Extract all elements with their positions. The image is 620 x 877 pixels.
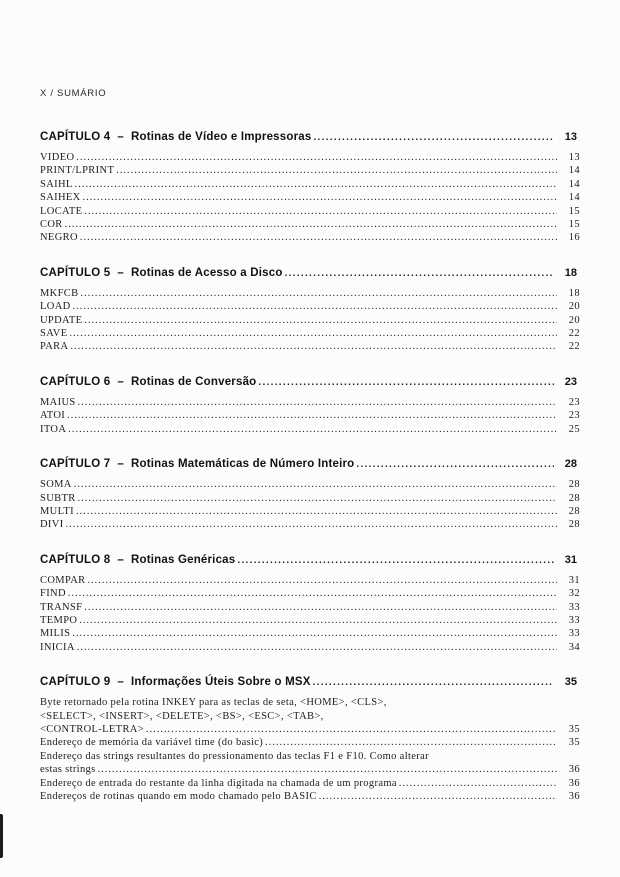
dot-leader <box>77 641 557 654</box>
toc-entry-label: MILIS <box>40 628 71 640</box>
toc-entry <box>40 505 580 518</box>
toc-entry-label: TRANSF <box>40 601 83 613</box>
toc-entry-row <box>40 178 580 191</box>
toc-entry-row <box>40 231 580 244</box>
toc-entry-page: 36 <box>568 791 580 802</box>
toc-entry-row <box>40 614 580 627</box>
toc-sections <box>40 130 580 803</box>
chapter-title: Rotinas Matemáticas de Número Inteiro <box>130 458 355 471</box>
toc-entry-label: MULTI <box>40 505 75 517</box>
chapter-page-number: 23 <box>564 375 577 388</box>
dot-leader <box>313 131 554 145</box>
chapter-heading-label <box>40 266 283 280</box>
toc-entry <box>40 696 580 736</box>
toc-entry-label: ITOA <box>40 423 67 435</box>
dot-leader <box>66 518 557 531</box>
chapter-title: Rotinas de Conversão <box>130 375 257 388</box>
toc-entry-row <box>40 218 580 231</box>
chapter-dash: – <box>117 266 124 279</box>
dot-leader <box>68 587 557 600</box>
toc-entry-row <box>40 723 580 736</box>
chapter-dash: – <box>117 131 124 143</box>
toc-entry <box>40 340 580 353</box>
toc-entry-label: LOCATE <box>40 205 83 217</box>
chapter-heading <box>40 457 580 472</box>
toc-entry-row <box>40 641 580 654</box>
chapter-dash: – <box>117 676 124 689</box>
chapter-page-number: 18 <box>564 266 577 279</box>
toc-entry <box>40 587 580 600</box>
toc-entry <box>40 205 580 218</box>
chapter-heading <box>40 375 580 390</box>
toc-entry <box>40 327 580 340</box>
toc-entry-label: COMPAR <box>40 574 86 586</box>
toc-entry <box>40 300 580 313</box>
toc-entry-label: MKFCB <box>40 287 79 299</box>
dot-leader <box>65 218 557 231</box>
dot-leader <box>146 723 557 736</box>
dot-leader <box>67 409 557 422</box>
toc-entry-row <box>40 205 580 218</box>
toc-entry-label: VIDEO <box>40 152 75 163</box>
toc-entry-label: PARA <box>40 341 69 353</box>
toc-entry-line: <SELECT>, <INSERT>, <DELETE>, <BS>, <ESC>, <TAB>, <box>40 710 324 722</box>
toc-entry <box>40 777 580 790</box>
chapter-dash: – <box>117 553 124 566</box>
section-entries <box>40 696 580 803</box>
toc-entry-row <box>40 763 580 776</box>
toc-entry-page: 23 <box>568 396 580 408</box>
section-entries <box>40 287 580 354</box>
toc-entry <box>40 492 580 505</box>
toc-entry-page: 14 <box>568 192 580 204</box>
chapter-heading-label <box>40 375 256 389</box>
chapter-title: Informações Úteis Sobre o MSX <box>130 676 311 689</box>
dot-leader <box>98 763 557 776</box>
toc-entry-row <box>40 396 580 409</box>
toc-entry-page: 33 <box>568 601 580 613</box>
toc-entry-label: DIVI <box>40 519 64 531</box>
dot-leader <box>74 478 557 491</box>
toc-entry-label: MAIUS <box>40 396 76 408</box>
toc-entry-page: 14 <box>568 178 580 190</box>
dot-leader <box>79 614 557 627</box>
chapter-heading-label <box>40 130 311 144</box>
toc-entry-row <box>40 478 580 491</box>
dot-leader <box>356 458 554 472</box>
dot-leader <box>72 627 557 640</box>
chapter-page-number: 35 <box>564 676 577 689</box>
toc-section <box>40 130 580 245</box>
toc-entry <box>40 518 580 531</box>
dot-leader <box>68 423 557 436</box>
toc-entry-row <box>40 505 580 518</box>
chapter-number: CAPÍTULO 6 <box>40 375 111 388</box>
toc-section <box>40 675 580 803</box>
toc-entry-row <box>40 601 580 614</box>
dot-leader <box>399 777 557 790</box>
toc-entry-page: 35 <box>568 737 580 749</box>
toc-entry-row <box>40 587 580 600</box>
dot-leader <box>237 554 554 568</box>
dot-leader <box>69 327 557 340</box>
toc-entry <box>40 790 580 803</box>
toc-entry-line: Byte retornado pela rotina INKEY para as teclas de seta, <HOME>, <CLS>, <box>40 697 387 709</box>
chapter-dash: – <box>117 375 124 388</box>
toc-entry <box>40 736 580 749</box>
toc-entry-page: 15 <box>568 219 580 231</box>
running-header: X / SUMÁRIO <box>40 88 107 99</box>
chapter-number: CAPÍTULO 7 <box>40 458 111 471</box>
toc-section <box>40 375 580 436</box>
toc-entry <box>40 614 580 627</box>
toc-entry-page: 32 <box>568 588 580 600</box>
toc-entry-label: SAIHEX <box>40 192 81 204</box>
toc-entry-page: 35 <box>568 723 580 735</box>
dot-leader <box>73 300 557 313</box>
toc-entry-page: 28 <box>568 492 580 504</box>
toc-entry-row <box>40 300 580 313</box>
toc-entry <box>40 423 580 436</box>
toc-entry-page: 14 <box>568 165 580 177</box>
dot-leader <box>80 231 557 244</box>
toc-entry <box>40 601 580 614</box>
dot-leader <box>81 287 557 300</box>
dot-leader <box>78 492 557 505</box>
toc-entry-page: 22 <box>568 341 580 353</box>
toc-entry-row <box>40 314 580 327</box>
toc-entry-page: 20 <box>568 314 580 326</box>
dot-leader <box>313 676 554 690</box>
toc-entry-row <box>40 423 580 436</box>
dot-leader <box>70 340 557 353</box>
toc-entry-label: LOAD <box>40 301 71 313</box>
dot-leader <box>116 164 557 177</box>
toc-section <box>40 553 580 654</box>
toc-entry-label: PRINT/LPRINT <box>40 165 115 177</box>
toc-entry <box>40 478 580 491</box>
toc-entry-page: 22 <box>568 328 580 340</box>
toc-section <box>40 266 580 354</box>
toc-entry <box>40 164 580 177</box>
toc-entry <box>40 191 580 204</box>
dot-leader <box>83 191 557 204</box>
toc-entry-label: NEGRO <box>40 232 78 244</box>
toc-entry <box>40 287 580 300</box>
toc-entry <box>40 396 580 409</box>
toc-entry-row <box>40 518 580 531</box>
toc-entry-row <box>40 777 580 790</box>
toc-entry <box>40 641 580 654</box>
toc-entry-line: Endereço das strings resultantes do pressionamento das teclas F1 e F10. Como alterar <box>40 750 429 762</box>
toc-entry <box>40 231 580 244</box>
chapter-dash: – <box>117 458 124 471</box>
dot-leader <box>76 151 557 164</box>
toc-entry-row <box>40 340 580 353</box>
toc-entry-label: Endereço de entrada do restante da linha digitada na chamada de um programa <box>40 777 397 789</box>
toc-entry <box>40 314 580 327</box>
toc-entry-page: 28 <box>568 479 580 491</box>
toc-entry-row <box>40 574 580 587</box>
dot-leader <box>78 396 557 409</box>
toc-entry-page: 36 <box>568 777 580 789</box>
toc-entry-label: SUBTR <box>40 492 76 504</box>
toc-entry-row <box>40 191 580 204</box>
chapter-title: Rotinas Genéricas <box>130 553 236 566</box>
toc-entry-row <box>40 736 580 749</box>
toc-entry <box>40 627 580 640</box>
dot-leader <box>76 505 557 518</box>
chapter-page-number: 31 <box>564 553 577 566</box>
dot-leader <box>87 574 557 587</box>
chapter-number: CAPÍTULO 8 <box>40 553 111 566</box>
dot-leader <box>258 376 554 390</box>
section-entries <box>40 396 580 436</box>
toc-entry <box>40 178 580 191</box>
toc-entry-label: <CONTROL-LETRA> <box>40 723 145 735</box>
toc-entry-label: SAVE <box>40 328 68 340</box>
toc-entry <box>40 218 580 231</box>
toc-entry-page: 31 <box>568 574 580 586</box>
toc-entry-page: 28 <box>568 505 580 517</box>
dot-leader <box>84 205 557 218</box>
toc-entry <box>40 574 580 587</box>
dot-leader <box>84 314 557 327</box>
chapter-heading <box>40 266 580 281</box>
toc-entry-page: 16 <box>568 232 580 244</box>
toc-entry-page: 33 <box>568 628 580 640</box>
toc-entry-label: ATOI <box>40 410 66 422</box>
toc-entry <box>40 151 580 164</box>
chapter-title: Rotinas de Acesso a Disco <box>130 266 283 279</box>
toc-entry-page: 13 <box>568 152 580 163</box>
chapter-page-number: 13 <box>564 131 577 143</box>
toc-entry-label: SOMA <box>40 479 72 491</box>
dot-leader <box>265 736 557 749</box>
chapter-heading <box>40 553 580 568</box>
toc-entry-row <box>40 409 580 422</box>
chapter-page-number: 28 <box>564 458 577 471</box>
toc-entry-row <box>40 627 580 640</box>
toc-entry-label: TEMPO <box>40 614 78 626</box>
toc-entry-row <box>40 164 580 177</box>
toc-section <box>40 457 580 532</box>
dot-leader <box>84 601 557 614</box>
toc-entry-row <box>40 287 580 300</box>
dot-leader <box>285 267 554 281</box>
toc-entry-label: estas strings <box>40 764 96 776</box>
chapter-heading-label <box>40 675 311 689</box>
toc-entry-page: 33 <box>568 614 580 626</box>
scan-artifact-mark <box>0 814 3 858</box>
toc-entry-row <box>40 327 580 340</box>
toc-entry-label: COR <box>40 219 63 231</box>
toc-entry-label: INICIA <box>40 641 75 653</box>
toc-entry-page: 20 <box>568 301 580 313</box>
toc-entry-row <box>40 492 580 505</box>
chapter-heading-label <box>40 457 354 471</box>
toc-entry-page: 23 <box>568 410 580 422</box>
toc-entry-page: 28 <box>568 519 580 531</box>
dot-leader <box>75 178 557 191</box>
section-entries <box>40 574 580 654</box>
toc-entry <box>40 409 580 422</box>
chapter-number: CAPÍTULO 9 <box>40 676 111 689</box>
toc-entry-page: 36 <box>568 764 580 776</box>
chapter-heading-label <box>40 553 235 567</box>
toc-entry-label: SAIHL <box>40 178 73 190</box>
toc-entry-page: 25 <box>568 423 580 435</box>
toc-entry-row <box>40 151 580 164</box>
chapter-title: Rotinas de Vídeo e Impressoras <box>130 131 312 143</box>
toc-entry-page: 34 <box>568 641 580 653</box>
section-entries <box>40 478 580 532</box>
dot-leader <box>319 790 557 803</box>
toc-entry-page: 18 <box>568 287 580 299</box>
chapter-number: CAPÍTULO 4 <box>40 131 111 143</box>
chapter-heading <box>40 130 580 145</box>
toc-entry-label: FIND <box>40 588 66 600</box>
toc-entry-row <box>40 790 580 803</box>
toc-entry-page: 15 <box>568 205 580 217</box>
toc-entry-label: Endereços de rotinas quando em modo chamado pelo BASIC <box>40 791 317 802</box>
toc-entry-label: UPDATE <box>40 314 83 326</box>
chapter-heading <box>40 675 580 690</box>
chapter-number: CAPÍTULO 5 <box>40 266 111 279</box>
toc-entry <box>40 750 580 777</box>
toc-entry-label: Endereço de memória da variável time (do basic) <box>40 737 264 749</box>
section-entries <box>40 151 580 245</box>
